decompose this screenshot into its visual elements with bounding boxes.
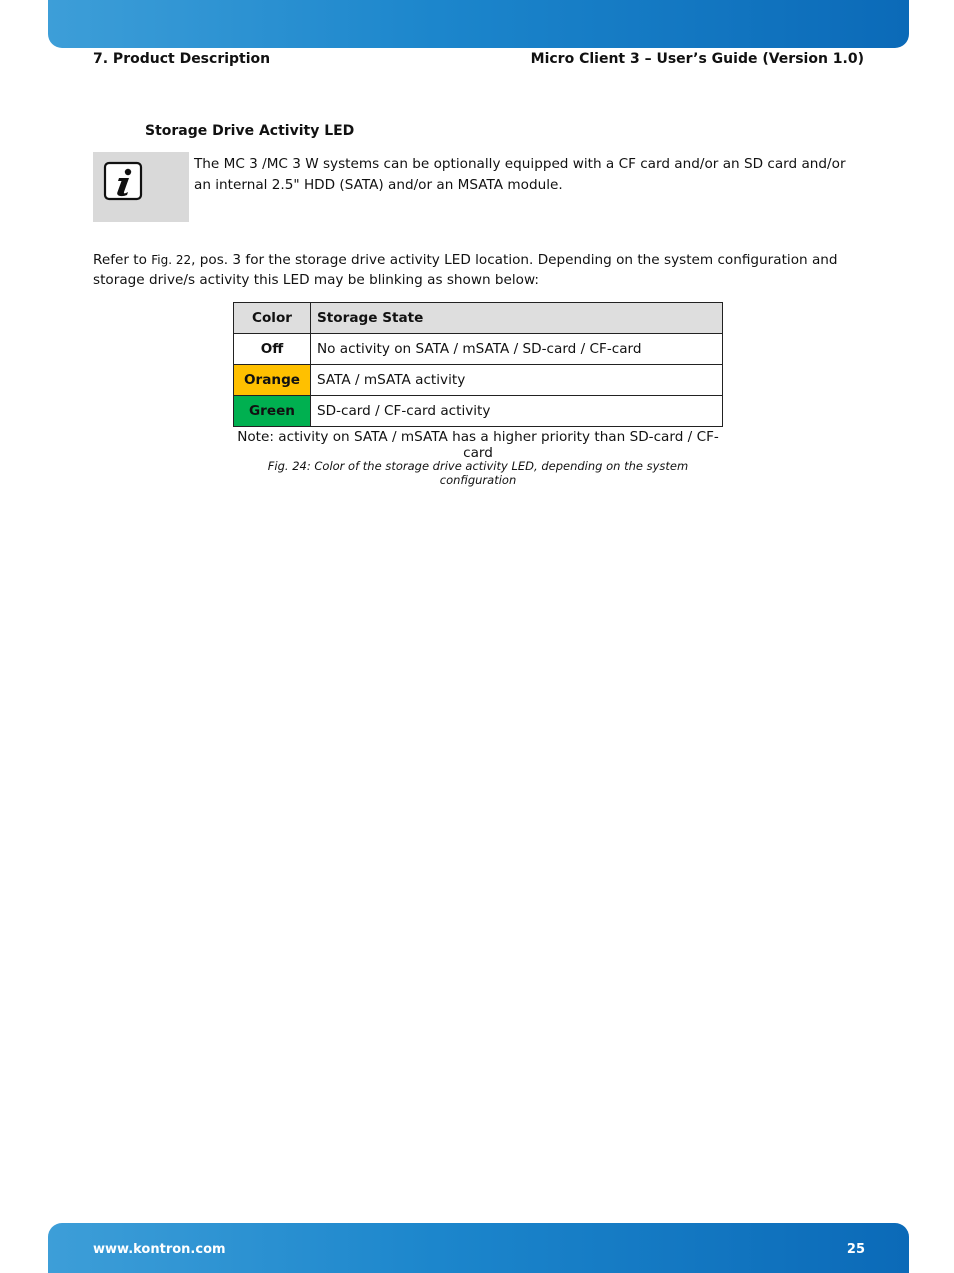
page-number: 25 [846,1242,865,1257]
table-note: Note: activity on SATA / mSATA has a higher priority than SD-card / CF-card [237,429,719,461]
figure-reference-link[interactable]: Fig. 22 [151,253,192,267]
state-cell: SATA / mSATA activity [311,365,723,396]
column-header-color: Color [234,303,311,334]
column-header-storage-state: Storage State [311,303,723,334]
footer-url[interactable]: www.kontron.com [93,1242,226,1257]
body-paragraph [93,250,863,290]
color-cell-green: Green [234,396,311,427]
header-section: 7. Product Description [93,51,271,67]
header-doc-title: Micro Client 3 – User’s Guide (Version 1.0) [530,51,864,67]
header-band [48,0,909,48]
table-header-row [234,303,723,334]
paragraph-prefix: Refer to [93,252,152,268]
table-row [234,365,723,396]
color-cell-off: Off [234,334,311,365]
table-row [234,396,723,427]
paragraph-rest: , pos. 3 for the storage drive activity LED location. Depending on the system configuration and storage drive/s activity this LED may be blinking as shown below: [93,252,838,288]
figure-caption: Fig. 24: Color of the storage drive activity LED, depending on the system configuration [267,459,689,487]
state-cell: SD-card / CF-card activity [311,396,723,427]
info-note-text: The MC 3 /MC 3 W systems can be optionally equipped with a CF card and/or an SD card and/or an internal 2.5" HDD (SATA) and/or an MSATA module. [194,156,846,193]
section-heading: Storage Drive Activity LED [145,123,355,139]
info-note-box [93,152,189,222]
table-row [234,334,723,365]
color-cell-orange: Orange [234,365,311,396]
state-cell: No activity on SATA / mSATA / SD-card / CF-card [311,334,723,365]
info-icon [103,161,143,201]
led-color-table [233,302,723,427]
